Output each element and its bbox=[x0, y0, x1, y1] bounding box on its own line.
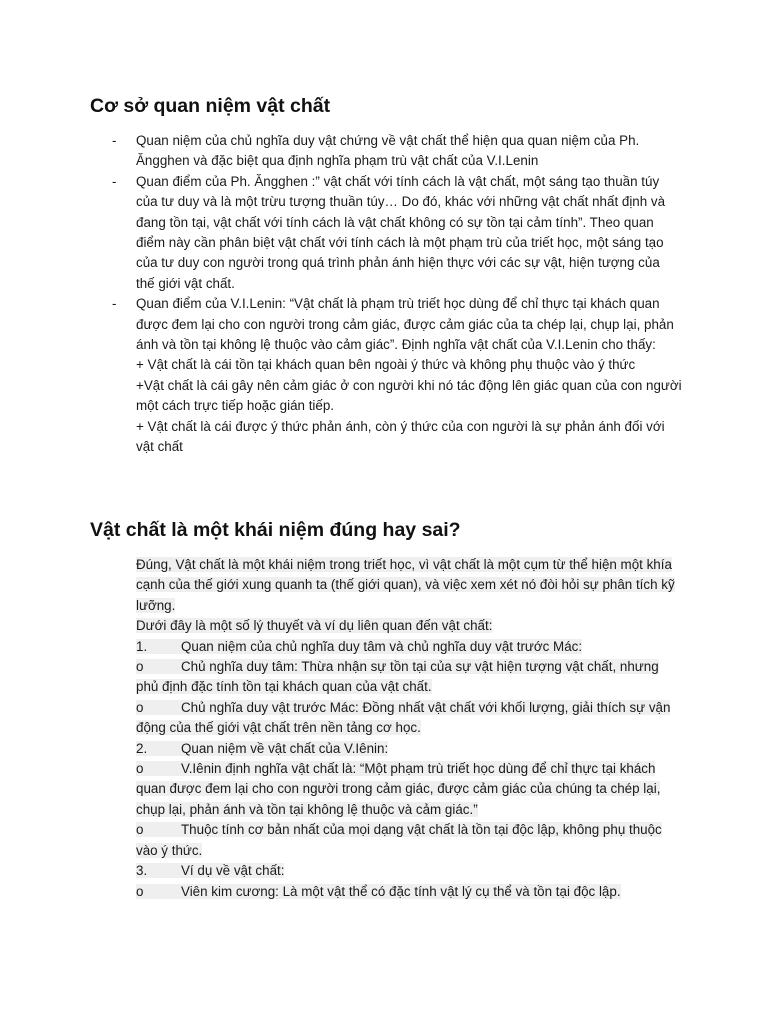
item-text: Chủ nghĩa duy tâm: Thừa nhận sự tồn tại của sự vật hiện tượng vật chất, nhưng phủ định đặc tính tồn tại khách quan của vật chất. bbox=[136, 659, 659, 695]
item-text: Viên kim cương: Là một vật thể có đặc tính vật lý cụ thể và tồn tại độc lập. bbox=[181, 883, 621, 899]
item-marker: o bbox=[136, 659, 144, 675]
sub-point: + Vật chất là cái tồn tại khách quan bên ngoài ý thức và không phụ thuộc vào ý thức bbox=[136, 357, 636, 373]
item-marker: o bbox=[136, 883, 144, 899]
list-item bbox=[136, 759, 681, 820]
list-item bbox=[112, 172, 682, 294]
bullet-text: Quan điểm của V.I.Lenin: “Vật chất là phạm trù triết học dùng để chỉ thực tại khách quan được đem lại cho con người trong cảm giác, được cảm giác của ta chép lại, chụp lại, phản ánh và tồn tại không lệ thuộc vào cảm giác”. Định nghĩa vật chất của V.I.Lenin cho thấy: bbox=[136, 296, 674, 353]
item-text: Quan niệm của chủ nghĩa duy tâm và chủ nghĩa duy vật trước Mác: bbox=[181, 638, 583, 654]
sub-point: + Vật chất là cái được ý thức phản ánh, còn ý thức của con người là sự phản ánh đối với vật chất bbox=[136, 418, 665, 455]
bullet-list bbox=[112, 131, 682, 458]
item-marker: 3. bbox=[136, 863, 148, 879]
list-item bbox=[136, 637, 681, 657]
answer-lead: Dưới đây là một số lý thuyết và ví dụ liên quan đến vật chất: bbox=[136, 618, 493, 634]
bullet-dash: - bbox=[112, 133, 117, 148]
list-item bbox=[136, 820, 681, 861]
list-item bbox=[136, 882, 681, 902]
item-marker: o bbox=[136, 761, 144, 777]
sub-point: +Vật chất là cái gây nên cảm giác ở con người khi nó tác động lên giác quan của con người một cách trực tiếp hoặc gián tiếp. bbox=[136, 377, 682, 414]
list-item bbox=[136, 698, 681, 739]
item-marker: 1. bbox=[136, 638, 148, 654]
item-marker: o bbox=[136, 822, 144, 838]
section-heading-material-concept: Cơ sở quan niệm vật chất bbox=[90, 95, 331, 117]
bullet-text: Quan niệm của chủ nghĩa duy vật chứng về vật chất thể hiện qua quan niệm của Ph. Ăngghen và đặc biệt qua định nghĩa phạm trù vật chất của V.I.Lenin bbox=[136, 133, 640, 169]
list-item bbox=[136, 657, 681, 698]
item-text: Ví dụ về vật chất: bbox=[181, 863, 285, 879]
bullet-dash: - bbox=[112, 296, 117, 312]
bullet-text: Quan điểm của Ph. Ăngghen :” vật chất với tính cách là vật chất, một sáng tạo thuần túy của tư duy và là một trừu tượng thuần túy… Do đó, khác với những vật chất nhất định và đang tồn tại, vật chất với tính cách là vật chất không có sự tồn tại cảm tính”. Theo quan điểm này cần phân biệt vật chất với tính cách là một phạm trù của triết học, một sáng tạo của tư duy con người trong quá trình phản ánh hiện thực với các sự vật, hiện tượng của thế giới vật chất. bbox=[136, 173, 666, 291]
answer-block bbox=[136, 555, 681, 902]
bullet-dash: - bbox=[112, 173, 117, 189]
item-marker: o bbox=[136, 699, 144, 715]
item-text: Chủ nghĩa duy vật trước Mác: Đồng nhất vật chất với khối lượng, giải thích sự vận động của thế giới vật chất trên nền tảng cơ học. bbox=[136, 699, 671, 736]
item-text: Thuộc tính cơ bản nhất của mọi dạng vật chất là tồn tại độc lập, không phụ thuộc vào ý thức. bbox=[136, 822, 662, 858]
list-item bbox=[136, 739, 681, 759]
list-item bbox=[136, 861, 681, 881]
item-marker: 2. bbox=[136, 740, 148, 756]
section-heading-question: Vật chất là một khái niệm đúng hay sai? bbox=[90, 519, 461, 541]
answer-intro: Đúng, Vật chất là một khái niệm trong triết học, vì vật chất là một cụm từ thể hiện một khía cạnh của thế giới xung quanh ta (thế giới quan), và việc xem xét nó đòi hỏi sự phân tích kỹ lưỡng. bbox=[136, 557, 675, 613]
list-item bbox=[112, 294, 682, 457]
item-text: V.Iênin định nghĩa vật chất là: “Một phạm trù triết học dùng để chỉ thực tại khách quan được đem lại cho con người trong cảm giác, được cảm giác của chúng ta chép lại, chụp lại, phản ánh và tồn tại không lệ thuộc và cảm giác.” bbox=[136, 761, 661, 817]
item-text: Quan niệm về vật chất của V.Iênin: bbox=[181, 740, 389, 756]
list-item bbox=[112, 131, 682, 172]
